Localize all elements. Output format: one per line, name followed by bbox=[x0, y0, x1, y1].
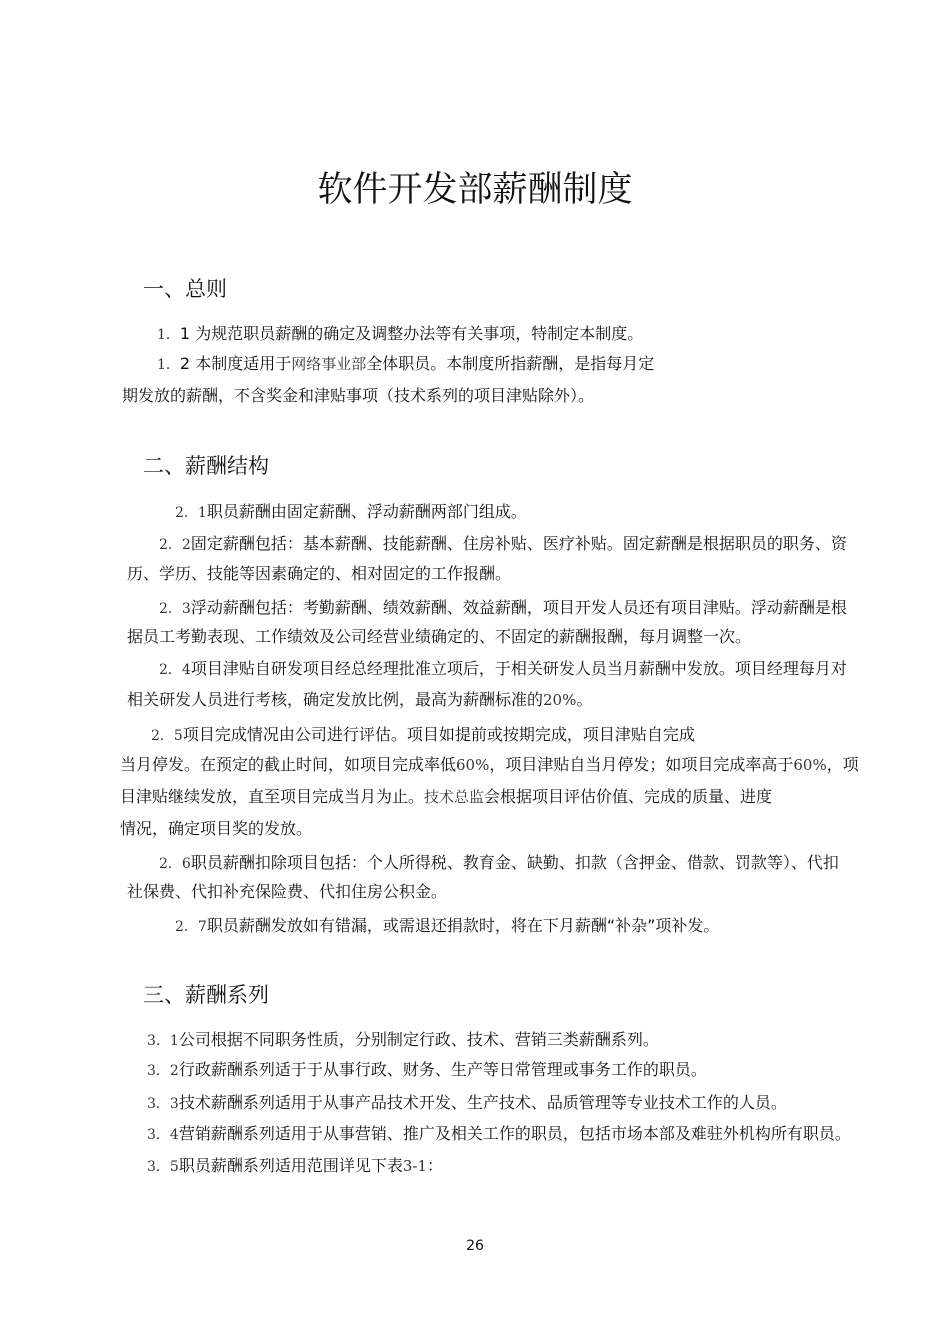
percentage-value: 60% bbox=[456, 756, 490, 774]
clause-text: 技术薪酬系列适用于从事产品技术开发、生产技术、品质管理等专业技术工作的人员。 bbox=[178, 1093, 787, 1112]
percentage-value: 20% bbox=[543, 691, 577, 709]
clause-number: 2．1 bbox=[175, 505, 207, 521]
paragraph-2-6-continued: 社保费、代扣补充保险费、代扣住房公积金。 bbox=[127, 882, 448, 901]
paragraph-3-1 bbox=[147, 1029, 659, 1052]
clause-text: 项目完成情况由公司进行评估。项目如提前或按期完成，项目津贴自完成 bbox=[182, 725, 695, 744]
paragraph-2-5-line3 bbox=[120, 786, 772, 808]
clause-text-cont: ，项目津贴自当月停发；如项目完成率高于 bbox=[489, 755, 794, 774]
table-reference: 3-1 bbox=[402, 1157, 427, 1175]
paragraph-1-2 bbox=[157, 353, 654, 376]
clause-text: 相关研发人员进行考核，确定发放比例，最高为薪酬标准的 bbox=[127, 690, 544, 709]
clause-number: 3．4 bbox=[147, 1127, 179, 1143]
clause-number: 2．7 bbox=[175, 919, 207, 935]
paragraph-2-4 bbox=[159, 658, 847, 681]
clause-text: 固定薪酬包括：基本薪酬、技能薪酬、住房补贴、医疗补贴。固定薪酬是根据职员的职务、资 bbox=[190, 534, 847, 553]
clause-text-cont: 全体职员。本制度所指薪酬，是指每月定 bbox=[366, 354, 655, 373]
page-number: 26 bbox=[466, 1238, 484, 1254]
paragraph-3-5 bbox=[147, 1155, 443, 1178]
clause-number: 2．2 bbox=[159, 537, 191, 553]
clause-number: 2．4 bbox=[159, 662, 191, 678]
clause-text: 行政薪酬系列适于于从事行政、财务、生产等日常管理或事务工作的职员。 bbox=[178, 1060, 707, 1079]
paragraph-2-1 bbox=[175, 501, 527, 524]
role-name: 技术总监 bbox=[424, 788, 485, 806]
section-heading-structure: 二、薪酬结构 bbox=[143, 454, 269, 478]
paragraph-3-4 bbox=[147, 1123, 851, 1146]
clause-text-cont: 会根据项目评估价值、完成的质量、进度 bbox=[484, 787, 773, 806]
clause-text: 职员薪酬发放如有错漏，或需退还捐款时，将在下月薪酬“补杂”项补发。 bbox=[206, 916, 720, 935]
clause-text: 职员薪酬由固定薪酬、浮动薪酬两部门组成。 bbox=[206, 502, 527, 521]
paragraph-3-2 bbox=[147, 1059, 707, 1082]
clause-text: 项目津贴自研发项目经总经理批准立项后，于相关研发人员当月薪酬中发放。项目经理每月对 bbox=[190, 659, 847, 678]
paragraph-2-7 bbox=[175, 915, 719, 938]
clause-number: 3．1 bbox=[147, 1033, 179, 1049]
clause-text: 营销薪酬系列适用于从事营销、推广及相关工作的职员，包括市场本部及难驻外机构所有职员。 bbox=[178, 1124, 851, 1143]
paragraph-2-2-continued: 历、学历、技能等因素确定的、相对固定的工作报酬。 bbox=[127, 564, 512, 583]
paragraph-1-1 bbox=[157, 323, 643, 346]
clause-text: 职员薪酬系列适用范围详见下表 bbox=[178, 1156, 403, 1175]
percentage-value-2: 60% bbox=[793, 756, 827, 774]
clause-text: 当月停发。在预定的截止时间，如项目完成率低 bbox=[120, 755, 457, 774]
section-heading-series: 三、薪酬系列 bbox=[143, 983, 269, 1007]
clause-text: 2 本制度适用于 bbox=[179, 354, 292, 373]
department-name: 网络事业部 bbox=[291, 355, 367, 373]
document-title: 软件开发部薪酬制度 bbox=[317, 170, 633, 210]
clause-text: 职员薪酬扣除项目包括：个人所得税、教育金、缺勤、扣款（含押金、借款、罚款等）、代扣 bbox=[190, 853, 839, 872]
clause-number: 1． bbox=[157, 327, 180, 343]
clause-text-end: ，项 bbox=[826, 755, 859, 774]
paragraph-1-2-continued: 期发放的薪酬，不含奖金和津贴事项（技术系列的项目津贴除外）。 bbox=[122, 386, 595, 405]
paragraph-3-3 bbox=[147, 1092, 787, 1115]
clause-number: 3．2 bbox=[147, 1063, 179, 1079]
clause-number: 2．3 bbox=[159, 601, 191, 617]
clause-text: 目津贴继续发放，直至项目完成当月为止。 bbox=[120, 787, 425, 806]
clause-number: 3．5 bbox=[147, 1159, 179, 1175]
clause-text: 浮动薪酬包括：考勤薪酬、绩效薪酬、效益薪酬，项目开发人员还有项目津贴。浮动薪酬是根 bbox=[190, 598, 847, 617]
paragraph-2-2 bbox=[159, 533, 847, 556]
clause-number: 2．5 bbox=[151, 728, 183, 744]
clause-text: 1 为规范职员薪酬的确定及调整办法等有关事项，特制定本制度。 bbox=[179, 324, 644, 343]
clause-number: 3．3 bbox=[147, 1096, 179, 1112]
paragraph-2-5-line2 bbox=[120, 754, 859, 776]
section-heading-general: 一、总则 bbox=[143, 277, 227, 301]
paragraph-2-3-continued: 据员工考勤表现、工作绩效及公司经营业绩确定的、不固定的薪酬报酬，每月调整一次。 bbox=[127, 627, 752, 646]
paragraph-2-5-line4: 情况，确定项目奖的发放。 bbox=[120, 819, 313, 838]
clause-text: 公司根据不同职务性质，分别制定行政、技术、营销三类薪酬系列。 bbox=[178, 1030, 659, 1049]
paragraph-2-5 bbox=[151, 724, 695, 747]
paragraph-2-4-continued bbox=[127, 689, 592, 711]
clause-number: 2．6 bbox=[159, 856, 191, 872]
clause-text-end: 。 bbox=[576, 690, 593, 709]
paragraph-2-3 bbox=[159, 597, 847, 620]
paragraph-2-6 bbox=[159, 852, 839, 875]
clause-number: 1． bbox=[157, 357, 180, 373]
clause-text-end: ： bbox=[427, 1156, 444, 1175]
